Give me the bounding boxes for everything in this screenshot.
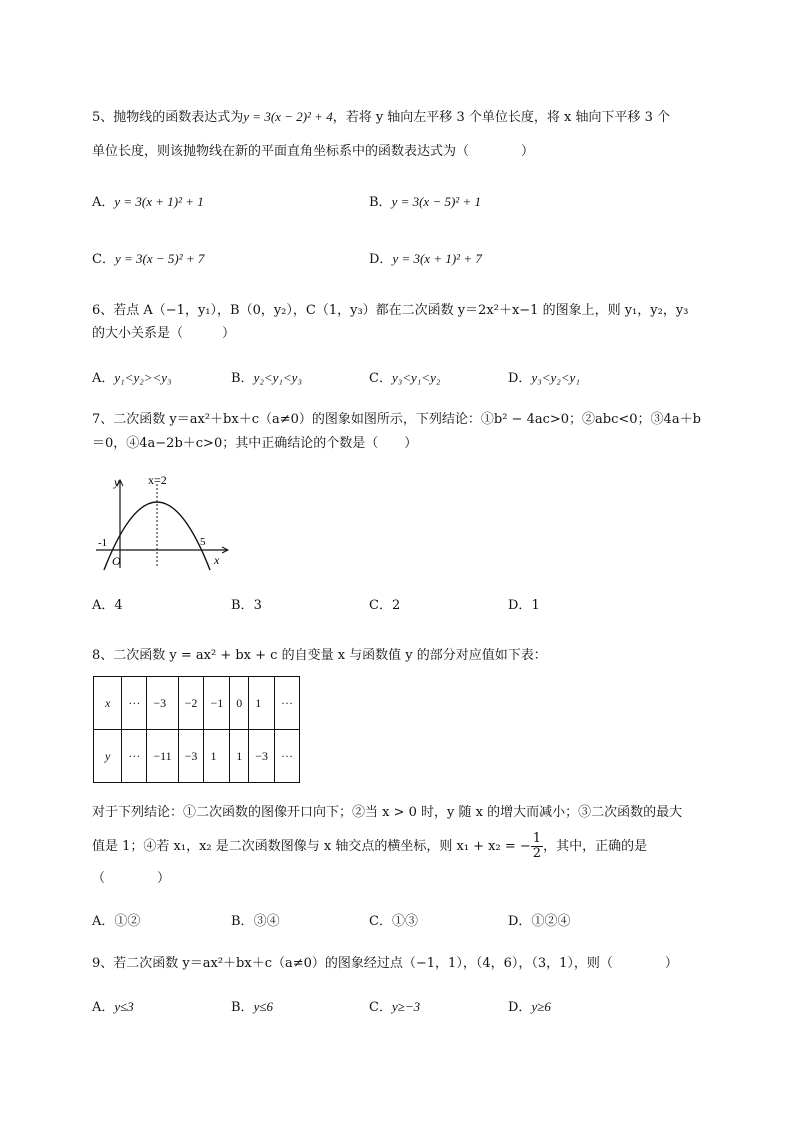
- q6-option-a[interactable]: A．y₁<y₂><y₃: [92, 370, 172, 386]
- q9-stem-line1: 9、若二次函数 y＝ax²＋bx＋c（a≠0）的图象经过点（−1，1），（4，6），（3，1），则（ ）: [92, 956, 678, 971]
- root-left-label: -1: [98, 537, 108, 549]
- y-axis-label: y: [114, 475, 120, 489]
- fraction-one-half: $\frac{1}{2}$: [532, 831, 542, 861]
- q6-option-d[interactable]: D．y₃<y₂<y₁: [508, 370, 580, 386]
- q8-conclusions-line1: 对于下列结论：①二次函数的图像开口向下；②当 x > 0 时，y 随 x 的增大而减小；③二次函数的最大: [92, 805, 683, 820]
- q8-stem-line1: 8、二次函数 y = ax² + bx + c 的自变量 x 与函数值 y 的部分对应值如下表：: [92, 648, 547, 663]
- q5-option-a[interactable]: A．y = 3(x + 1)² + 1: [92, 194, 204, 210]
- q5-stem-line1: [92, 108, 670, 127]
- q7-stem-line1: 7、二次函数 y＝ax²＋bx＋c（a≠0）的图象如图所示，下列结论：①b² − 4ac>0；②abc<0；③4a＋b: [92, 412, 701, 427]
- q6-option-b[interactable]: B．y₂<y₁<y₃: [231, 370, 302, 386]
- q7-option-a[interactable]: A．4: [92, 598, 123, 613]
- q9-option-c[interactable]: C．y≥−3: [369, 999, 421, 1015]
- q7-option-d[interactable]: D．1: [508, 598, 540, 613]
- table-row-x: x ··· −3 −2 −1 0 1 ···: [94, 677, 300, 730]
- symmetry-label: x=2: [148, 473, 167, 487]
- x-axis-label: x: [214, 553, 220, 567]
- q5-option-d[interactable]: D．y = 3(x + 1)² + 7: [369, 251, 482, 267]
- root-right-label: 5: [200, 536, 206, 548]
- q9-option-a[interactable]: A．y≤3: [92, 999, 134, 1015]
- q5-stem-line2: 单位长度，则该抛物线在新的平面直角坐标系中的函数表达式为（ ）: [92, 144, 535, 159]
- q7-stem-line2: ＝0，④4a−2b＋c>0；其中正确结论的个数是（ ）: [92, 436, 418, 451]
- q7-option-b[interactable]: B．3: [231, 598, 262, 613]
- q7-parabola-graph: [92, 472, 237, 572]
- q6-stem-line2: 的大小关系是（ ）: [92, 326, 236, 341]
- q8-value-table: [93, 676, 300, 783]
- q8-option-b[interactable]: B．③④: [231, 914, 280, 929]
- q9-option-b[interactable]: B．y≤6: [231, 999, 273, 1015]
- q5-suffix: ，若将 y 轴向左平移 3 个单位长度，将 x 轴向下平移 3 个: [332, 110, 670, 125]
- q9-option-d[interactable]: D．y≥6: [508, 999, 551, 1015]
- q6-stem-line1: 6、若点 A（−1，y₁），B（0，y₂），C（1，y₃）都在二次函数 y＝2x²＋x−1 的图象上，则 y₁，y₂，y₃: [92, 303, 689, 318]
- q5-option-c[interactable]: C．y = 3(x − 5)² + 7: [92, 251, 205, 267]
- q5-prefix: 5、抛物线的函数表达式为: [92, 110, 244, 125]
- q8-option-d[interactable]: D．①②④: [508, 914, 571, 929]
- table-row-y: y ··· −11 −3 1 1 −3 ···: [94, 730, 300, 783]
- q8-option-a[interactable]: A．①②: [92, 914, 141, 929]
- origin-label: O: [112, 554, 121, 568]
- q8-conclusions-line2: 值是 1；④若 x₁，x₂ 是二次函数图像与 x 轴交点的横坐标，则 x₁ + x₂ = − $\frac{1}{2}$ ，其中，正确的是: [92, 831, 648, 861]
- q8-option-c[interactable]: C．①③: [369, 914, 418, 929]
- q5-option-b[interactable]: B．y = 3(x − 5)² + 1: [369, 194, 481, 210]
- q7-option-c[interactable]: C．2: [369, 598, 401, 613]
- q5-formula: y = 3(x − 2)² + 4: [243, 109, 333, 124]
- q8-answer-paren: （ ）: [92, 871, 171, 886]
- q6-option-c[interactable]: C．y₃<y₁<y₂: [369, 370, 441, 386]
